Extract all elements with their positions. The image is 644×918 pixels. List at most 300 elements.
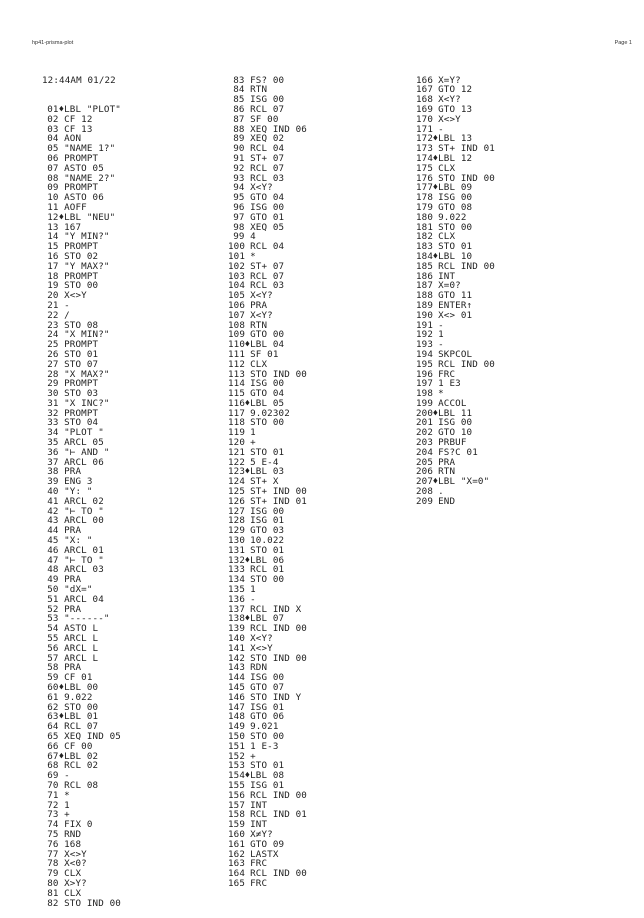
step-number: 53 — [47, 613, 59, 625]
step-instruction: ISG 01 — [250, 515, 285, 527]
step-instruction: STO 01 — [64, 348, 99, 360]
step-instruction: CLX — [438, 231, 456, 243]
step-instruction: STO IND 00 — [438, 172, 495, 184]
step-number: 69 — [47, 770, 59, 782]
step-number: 145 — [228, 682, 246, 693]
step-number: 207 — [416, 476, 434, 488]
step-number: 154 — [228, 770, 246, 782]
step-instruction: 1 — [250, 584, 256, 596]
step-instruction: STO 00 — [250, 730, 285, 742]
step-instruction: GTO 08 — [438, 201, 473, 213]
step-instruction: GTO 04 — [250, 192, 285, 204]
step-number: 141 — [228, 642, 246, 654]
step-instruction: X<Y? — [438, 94, 461, 106]
step-number: 190 — [416, 309, 434, 321]
step-instruction: RCL 02 — [64, 760, 99, 772]
step-number: 192 — [416, 329, 434, 341]
step-instruction: 9.022 — [438, 211, 467, 223]
step-instruction: GTO 11 — [438, 290, 473, 302]
step-number: 169 — [416, 103, 434, 115]
step-number: 102 — [228, 260, 246, 272]
step-instruction: ACCOL — [438, 397, 467, 409]
label-marker-icon: ♦ — [432, 250, 439, 262]
listing-column-1 — [42, 56, 121, 918]
step-number: 174 — [416, 152, 434, 164]
step-number: 159 — [228, 819, 246, 831]
step-number: 194 — [416, 348, 434, 360]
step-number: 209 — [416, 495, 434, 507]
step-number: 119 — [228, 427, 246, 439]
step-number: 203 — [416, 437, 434, 449]
step-number: 46 — [47, 544, 59, 556]
step-number: 36 — [47, 446, 59, 458]
step-instruction: X<Y? — [250, 290, 273, 302]
step-instruction: 167 — [64, 221, 82, 233]
step-number: 157 — [228, 799, 246, 811]
step-instruction: RCL IND 00 — [250, 868, 307, 880]
program-lines — [416, 76, 495, 507]
step-instruction: LBL 10 — [438, 250, 473, 262]
step-instruction: ST+ IND 00 — [250, 486, 307, 498]
step-number: 86 — [233, 103, 245, 115]
step-instruction: 9.022 — [64, 691, 93, 703]
step-instruction: LBL 00 — [64, 682, 99, 693]
step-number: 90 — [233, 143, 245, 155]
step-instruction: ST+ IND 01 — [250, 495, 307, 507]
step-instruction: FS?C 01 — [438, 446, 478, 458]
step-number: 79 — [47, 868, 59, 880]
label-marker-icon: ♦ — [244, 339, 251, 351]
step-number: 110 — [228, 339, 246, 351]
step-instruction: RCL IND 00 — [438, 260, 495, 272]
step-number: 38 — [47, 466, 59, 478]
step-number: 134 — [228, 574, 246, 586]
step-number: 131 — [228, 544, 246, 556]
step-instruction: STO 00 — [250, 574, 285, 586]
step-number: 04 — [47, 133, 59, 145]
step-instruction: LBL 07 — [250, 613, 285, 625]
step-number: 181 — [416, 221, 434, 233]
step-number: 25 — [47, 339, 59, 351]
step-number: 22 — [47, 309, 59, 321]
step-instruction: STO 07 — [64, 358, 99, 370]
step-instruction: ASTO 06 — [64, 192, 104, 204]
label-marker-icon: ♦ — [244, 770, 251, 782]
step-number: 185 — [416, 260, 434, 272]
step-number: 39 — [47, 476, 59, 488]
step-number: 87 — [233, 113, 245, 125]
step-number: 205 — [416, 456, 434, 468]
step-instruction: STO 04 — [64, 417, 99, 429]
step-instruction: FS? 00 — [250, 74, 285, 86]
step-instruction: LBL 03 — [250, 466, 285, 478]
step-instruction: RCL 01 — [250, 564, 285, 576]
step-instruction: CLX — [250, 358, 268, 370]
step-instruction: 5 E-4 — [250, 456, 279, 468]
step-number: 111 — [228, 348, 246, 360]
step-number: 54 — [47, 623, 59, 635]
step-instruction: PRA — [64, 603, 82, 615]
step-number: 60 — [47, 682, 59, 693]
step-instruction: RCL 07 — [64, 721, 99, 733]
step-instruction: "X: " — [64, 535, 93, 547]
step-number: 175 — [416, 162, 434, 174]
step-number: 64 — [47, 721, 59, 733]
step-instruction: - — [64, 770, 70, 782]
step-instruction: "X MAX?" — [64, 368, 110, 380]
step-number: 184 — [416, 250, 434, 262]
step-number: 146 — [228, 691, 246, 703]
step-number: 50 — [47, 584, 59, 596]
step-number: 147 — [228, 701, 246, 713]
step-instruction: ARCL L — [64, 633, 99, 645]
step-number: 20 — [47, 290, 59, 302]
step-number: 58 — [47, 662, 59, 674]
step-number: 17 — [47, 260, 59, 272]
step-number: 128 — [228, 515, 246, 527]
step-instruction: X<Y? — [250, 309, 273, 321]
step-number: 129 — [228, 525, 246, 537]
step-instruction: PRBUF — [438, 437, 467, 449]
step-number: 02 — [47, 113, 59, 125]
step-instruction: X<Y? — [250, 633, 273, 645]
step-instruction: "⊢ TO " — [64, 554, 104, 566]
step-number: 165 — [228, 877, 246, 889]
step-instruction: STO 08 — [64, 319, 99, 331]
step-instruction: 1 — [64, 799, 70, 811]
step-number: 115 — [228, 388, 246, 400]
step-number: 67 — [47, 750, 59, 762]
step-instruction: LBL 01 — [64, 711, 99, 723]
step-instruction: ISG 00 — [250, 94, 285, 106]
step-instruction: ARCL L — [64, 652, 99, 664]
step-number: 187 — [416, 280, 434, 292]
step-number: 74 — [47, 819, 59, 831]
step-instruction: CF 00 — [64, 740, 93, 752]
step-number: 108 — [228, 319, 246, 331]
step-number: 106 — [228, 299, 246, 311]
step-number: 130 — [228, 535, 246, 547]
step-instruction: CLX — [64, 868, 82, 880]
step-number: 03 — [47, 123, 59, 135]
step-instruction: STO 02 — [64, 250, 99, 262]
program-lines — [228, 76, 307, 889]
step-number: 14 — [47, 231, 59, 243]
step-instruction: LBL 13 — [438, 133, 473, 145]
step-instruction: X<> 01 — [438, 309, 473, 321]
step-instruction: PROMPT — [64, 339, 99, 351]
step-number: 198 — [416, 388, 434, 400]
step-number: 138 — [228, 613, 246, 625]
label-marker-icon: ♦ — [244, 554, 251, 566]
step-number: 120 — [228, 437, 246, 449]
step-instruction: XEQ 05 — [250, 221, 285, 233]
step-instruction: - — [64, 299, 70, 311]
step-instruction: GTO 09 — [250, 838, 285, 850]
step-instruction: * — [438, 388, 444, 400]
step-number: 143 — [228, 662, 246, 674]
listing-column-2 — [228, 56, 307, 899]
step-instruction: RND — [64, 828, 82, 840]
step-instruction: "⊢ TO " — [64, 505, 104, 517]
step-instruction: "NAME 2?" — [64, 172, 116, 184]
step-instruction: ARCL L — [64, 642, 99, 654]
step-instruction: RCL 04 — [250, 241, 285, 253]
step-number: 75 — [47, 828, 59, 840]
step-number: 162 — [228, 848, 246, 860]
step-instruction: "Y MIN?" — [64, 231, 110, 243]
step-instruction: RCL 07 — [250, 103, 285, 115]
program-line — [42, 899, 121, 909]
label-marker-icon: ♦ — [58, 711, 65, 723]
label-marker-icon: ♦ — [58, 211, 65, 223]
step-number: 35 — [47, 437, 59, 449]
step-instruction: X>Y? — [64, 877, 87, 889]
step-instruction: PRA — [64, 574, 82, 586]
step-number: 167 — [416, 84, 434, 96]
step-instruction: STO IND Y — [250, 691, 302, 703]
step-number: 109 — [228, 329, 246, 341]
step-number: 40 — [47, 486, 59, 498]
step-number: 13 — [47, 221, 59, 233]
step-instruction: "⊢ AND " — [64, 446, 110, 458]
step-instruction: - — [438, 319, 444, 331]
step-number: 47 — [47, 554, 59, 566]
step-instruction: PRA — [438, 456, 456, 468]
step-instruction: ISG 01 — [250, 779, 285, 791]
step-number: 05 — [47, 143, 59, 155]
step-number: 170 — [416, 113, 434, 125]
step-number: 150 — [228, 730, 246, 742]
step-number: 34 — [47, 427, 59, 439]
step-number: 31 — [47, 397, 59, 409]
step-number: 72 — [47, 799, 59, 811]
step-instruction: PRA — [64, 525, 82, 537]
step-instruction: LBL 12 — [438, 152, 473, 164]
step-number: 95 — [233, 192, 245, 204]
step-instruction: 168 — [64, 838, 82, 850]
step-instruction: INT — [250, 819, 268, 831]
document-title: hp41-prisma-plot — [32, 40, 74, 46]
step-instruction: ASTO L — [64, 623, 99, 635]
step-number: 118 — [228, 417, 246, 429]
step-instruction: LASTX — [250, 848, 279, 860]
step-instruction: ISG 00 — [250, 201, 285, 213]
step-instruction: STO 01 — [250, 760, 285, 772]
step-number: 30 — [47, 388, 59, 400]
step-number: 142 — [228, 652, 246, 664]
step-number: 15 — [47, 241, 59, 253]
label-marker-icon: ♦ — [58, 750, 65, 762]
step-instruction: / — [64, 309, 70, 321]
step-number: 16 — [47, 250, 59, 262]
step-number: 07 — [47, 162, 59, 174]
step-number: 63 — [47, 711, 59, 723]
step-number: 55 — [47, 633, 59, 645]
step-number: 82 — [47, 897, 59, 909]
step-number: 148 — [228, 711, 246, 723]
step-instruction: SF 01 — [250, 348, 279, 360]
step-instruction: ISG 00 — [438, 192, 473, 204]
step-instruction: LBL 02 — [64, 750, 99, 762]
step-instruction: ARCL 02 — [64, 495, 104, 507]
step-instruction: X≠Y? — [250, 828, 273, 840]
step-instruction: X=0? — [438, 280, 461, 292]
step-instruction: ASTO 05 — [64, 162, 104, 174]
step-number: 101 — [228, 250, 246, 262]
step-number: 84 — [233, 84, 245, 96]
step-instruction: STO 00 — [64, 280, 99, 292]
step-instruction: PROMPT — [64, 270, 99, 282]
step-instruction: FRC — [438, 368, 456, 380]
step-number: 124 — [228, 476, 246, 488]
step-number: 09 — [47, 182, 59, 194]
step-number: 177 — [416, 182, 434, 194]
step-number: 94 — [233, 182, 245, 194]
step-instruction: RTN — [438, 466, 456, 478]
step-instruction: RCL 03 — [250, 280, 285, 292]
step-number: 44 — [47, 525, 59, 537]
step-instruction: STO IND 00 — [250, 368, 307, 380]
page-number: Page 1 — [614, 40, 632, 46]
step-instruction: AOFF — [64, 201, 87, 213]
step-instruction: ARCL 01 — [64, 544, 104, 556]
step-number: 132 — [228, 554, 246, 566]
step-instruction: ARCL 05 — [64, 437, 104, 449]
step-instruction: + — [64, 809, 70, 821]
step-number: 151 — [228, 740, 246, 752]
step-instruction: LBL 04 — [250, 339, 285, 351]
step-number: 127 — [228, 505, 246, 517]
step-instruction: ISG 00 — [250, 378, 285, 390]
step-instruction: STO 00 — [64, 701, 99, 713]
step-instruction: "Y: " — [64, 486, 93, 498]
step-instruction: CF 12 — [64, 113, 93, 125]
step-number: 93 — [233, 172, 245, 184]
step-instruction: FRC — [250, 858, 268, 870]
step-instruction: X=Y? — [438, 74, 461, 86]
step-instruction: RCL 07 — [250, 162, 285, 174]
step-instruction: 1 — [250, 427, 256, 439]
step-number: 196 — [416, 368, 434, 380]
step-instruction: ENG 3 — [64, 476, 93, 488]
step-number: 193 — [416, 339, 434, 351]
step-instruction: PROMPT — [64, 407, 99, 419]
step-number: 08 — [47, 172, 59, 184]
step-instruction: RCL IND 00 — [250, 623, 307, 635]
step-instruction: "Y MAX?" — [64, 260, 110, 272]
step-number: 71 — [47, 789, 59, 801]
step-number: 33 — [47, 417, 59, 429]
step-number: 126 — [228, 495, 246, 507]
step-instruction: RCL IND 00 — [438, 358, 495, 370]
step-number: 62 — [47, 701, 59, 713]
step-instruction: END — [438, 495, 456, 507]
step-instruction: "X INC?" — [64, 397, 110, 409]
step-instruction: "dX=" — [64, 584, 93, 596]
step-number: 114 — [228, 378, 246, 390]
step-instruction: X<>Y — [438, 113, 461, 125]
step-instruction: FRC — [250, 877, 268, 889]
step-number: 91 — [233, 152, 245, 164]
step-instruction: 1 E3 — [438, 378, 461, 390]
step-number: 166 — [416, 74, 434, 86]
step-instruction: INT — [250, 799, 268, 811]
step-instruction: 1 — [438, 329, 444, 341]
step-number: 27 — [47, 358, 59, 370]
step-instruction: "PLOT " — [64, 427, 104, 439]
step-number: 168 — [416, 94, 434, 106]
step-number: 19 — [47, 280, 59, 292]
step-instruction: CF 01 — [64, 672, 93, 684]
step-number: 85 — [233, 94, 245, 106]
step-number: 188 — [416, 290, 434, 302]
step-instruction: - — [438, 123, 444, 135]
step-instruction: 1 E-3 — [250, 740, 279, 752]
step-instruction: GTO 06 — [250, 711, 285, 723]
step-instruction: GTO 03 — [250, 525, 285, 537]
label-marker-icon: ♦ — [432, 133, 439, 145]
step-number: 88 — [233, 123, 245, 135]
step-instruction: LBL 09 — [438, 182, 473, 194]
step-number: 104 — [228, 280, 246, 292]
step-number: 28 — [47, 368, 59, 380]
step-instruction: ST+ IND 01 — [438, 143, 495, 155]
step-instruction: STO 00 — [250, 417, 285, 429]
step-number: 121 — [228, 446, 246, 458]
step-instruction: X<>Y — [250, 642, 273, 654]
label-marker-icon: ♦ — [432, 476, 439, 488]
step-instruction: ISG 00 — [438, 417, 473, 429]
step-instruction: PROMPT — [64, 182, 99, 194]
step-number: 21 — [47, 299, 59, 311]
step-number: 78 — [47, 858, 59, 870]
step-instruction: AON — [64, 133, 82, 145]
step-number: 52 — [47, 603, 59, 615]
step-number: 89 — [233, 133, 245, 145]
step-number: 191 — [416, 319, 434, 331]
label-marker-icon: ♦ — [244, 397, 251, 409]
step-instruction: ISG 00 — [250, 672, 285, 684]
step-number: 112 — [228, 358, 246, 370]
step-instruction: CLX — [438, 162, 456, 174]
step-number: 96 — [233, 201, 245, 213]
step-instruction: STO 01 — [250, 544, 285, 556]
step-instruction: STO 01 — [250, 446, 285, 458]
step-instruction: LBL 06 — [250, 554, 285, 566]
step-instruction: LBL 08 — [250, 770, 285, 782]
step-number: 202 — [416, 427, 434, 439]
step-number: 41 — [47, 495, 59, 507]
step-number: 204 — [416, 446, 434, 458]
step-instruction: SKPCOL — [438, 348, 473, 360]
step-instruction: * — [64, 789, 70, 801]
step-number: 178 — [416, 192, 434, 204]
step-number: 133 — [228, 564, 246, 576]
step-instruction: RCL 08 — [64, 779, 99, 791]
step-instruction: "X MIN?" — [64, 329, 110, 341]
label-marker-icon: ♦ — [244, 466, 251, 478]
step-number: 61 — [47, 691, 59, 703]
step-instruction: STO 00 — [438, 221, 473, 233]
step-number: 123 — [228, 466, 246, 478]
step-instruction: RCL IND 00 — [250, 789, 307, 801]
step-number: 105 — [228, 290, 246, 302]
listing-timestamp: 12:44AM 01/22 — [42, 74, 116, 86]
step-instruction: LBL "PLOT" — [64, 103, 121, 115]
step-instruction: ARCL 03 — [64, 564, 104, 576]
step-number: 42 — [47, 505, 59, 517]
